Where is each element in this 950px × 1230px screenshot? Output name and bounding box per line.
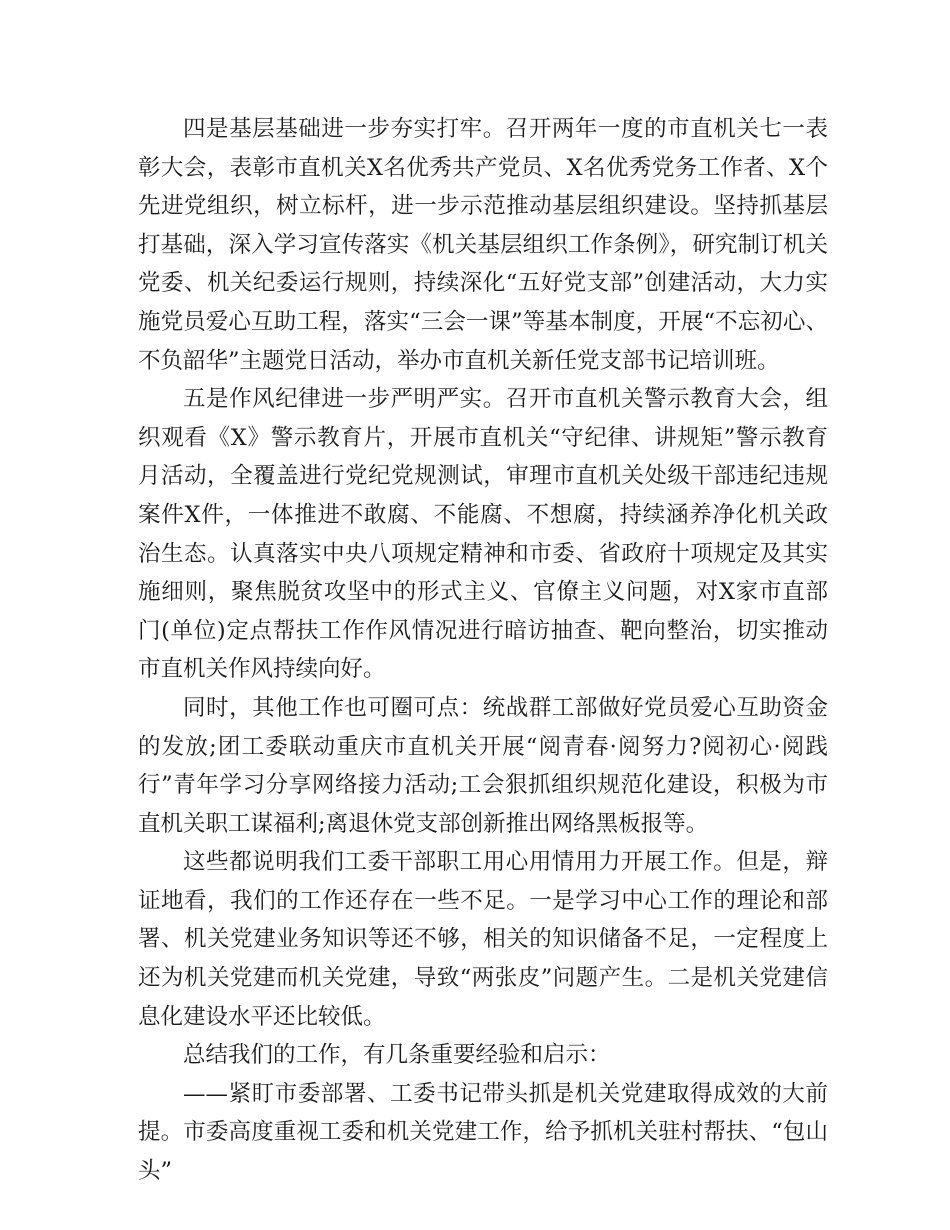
document-body: [138, 110, 828, 1191]
paragraph-other-work: 同时，其他工作也可圈可点：统战群工部做好党员爱心互助资金的发放;团工委联动重庆市直机关开展“阅青春·阅努力?阅初心·阅践行”青年学习分享网络接力活动;工会狠抓组织规范化建设，积极为市直机关职工谋福利;离退休党支部创新推出网络黑板报等。: [138, 694, 828, 837]
paragraph-discipline: 五是作风纪律进一步严明严实。召开市直机关警示教育大会，组织观看《X》警示教育片，开展市直机关“守纪律、讲规矩”警示教育月活动，全覆盖进行党纪党规测试，审理市直机关处级干部违纪违规案件X件，一体推进不敢腐、不能腐、不想腐，持续涵养净化机关政治生态。认真落实中央八项规定精神和市委、省政府十项规定及其实施细则，聚焦脱贫攻坚中的形式主义、官僚主义问题，对X家市直部门(单位)定点帮扶工作作风情况进行暗访抽查、靶向整治，切实推动市直机关作风持续向好。: [138, 386, 828, 683]
paragraph-shortcomings: 这些都说明我们工委干部职工用心用情用力开展工作。但是，辩证地看，我们的工作还存在一些不足。一是学习中心工作的理论和部署、机关党建业务知识等还不够，相关的知识储备不足，一定程度上还为机关党建而机关党建，导致“两张皮”问题产生。二是机关党建信息化建设水平还比较低。: [138, 849, 828, 1030]
paragraph-summary-intro: 总结我们的工作，有几条重要经验和启示：: [183, 1042, 611, 1069]
paragraph-grassroots: 四是基层基础进一步夯实打牢。召开两年一度的市直机关七一表彰大会，表彰市直机关X名优秀共产党员、X名优秀党务工作者、X个先进党组织，树立标杆，进一步示范推动基层组织建设。坚持抓基层打基础，深入学习宣传落实《机关基层组织工作条例》，研究制订机关党委、机关纪委运行规则，持续深化“五好党支部”创建活动，大力实施党员爱心互助工程，落实“三会一课”等基本制度，开展“不忘初心、不负韶华”主题党日活动，举办市直机关新任党支部书记培训班。: [138, 116, 828, 374]
paragraph-experience-1: ——紧盯市委部署、工委书记带头抓是机关党建取得成效的大前提。市委高度重视工委和机关党建工作，给予抓机关驻村帮扶、“包山头”: [138, 1080, 828, 1185]
